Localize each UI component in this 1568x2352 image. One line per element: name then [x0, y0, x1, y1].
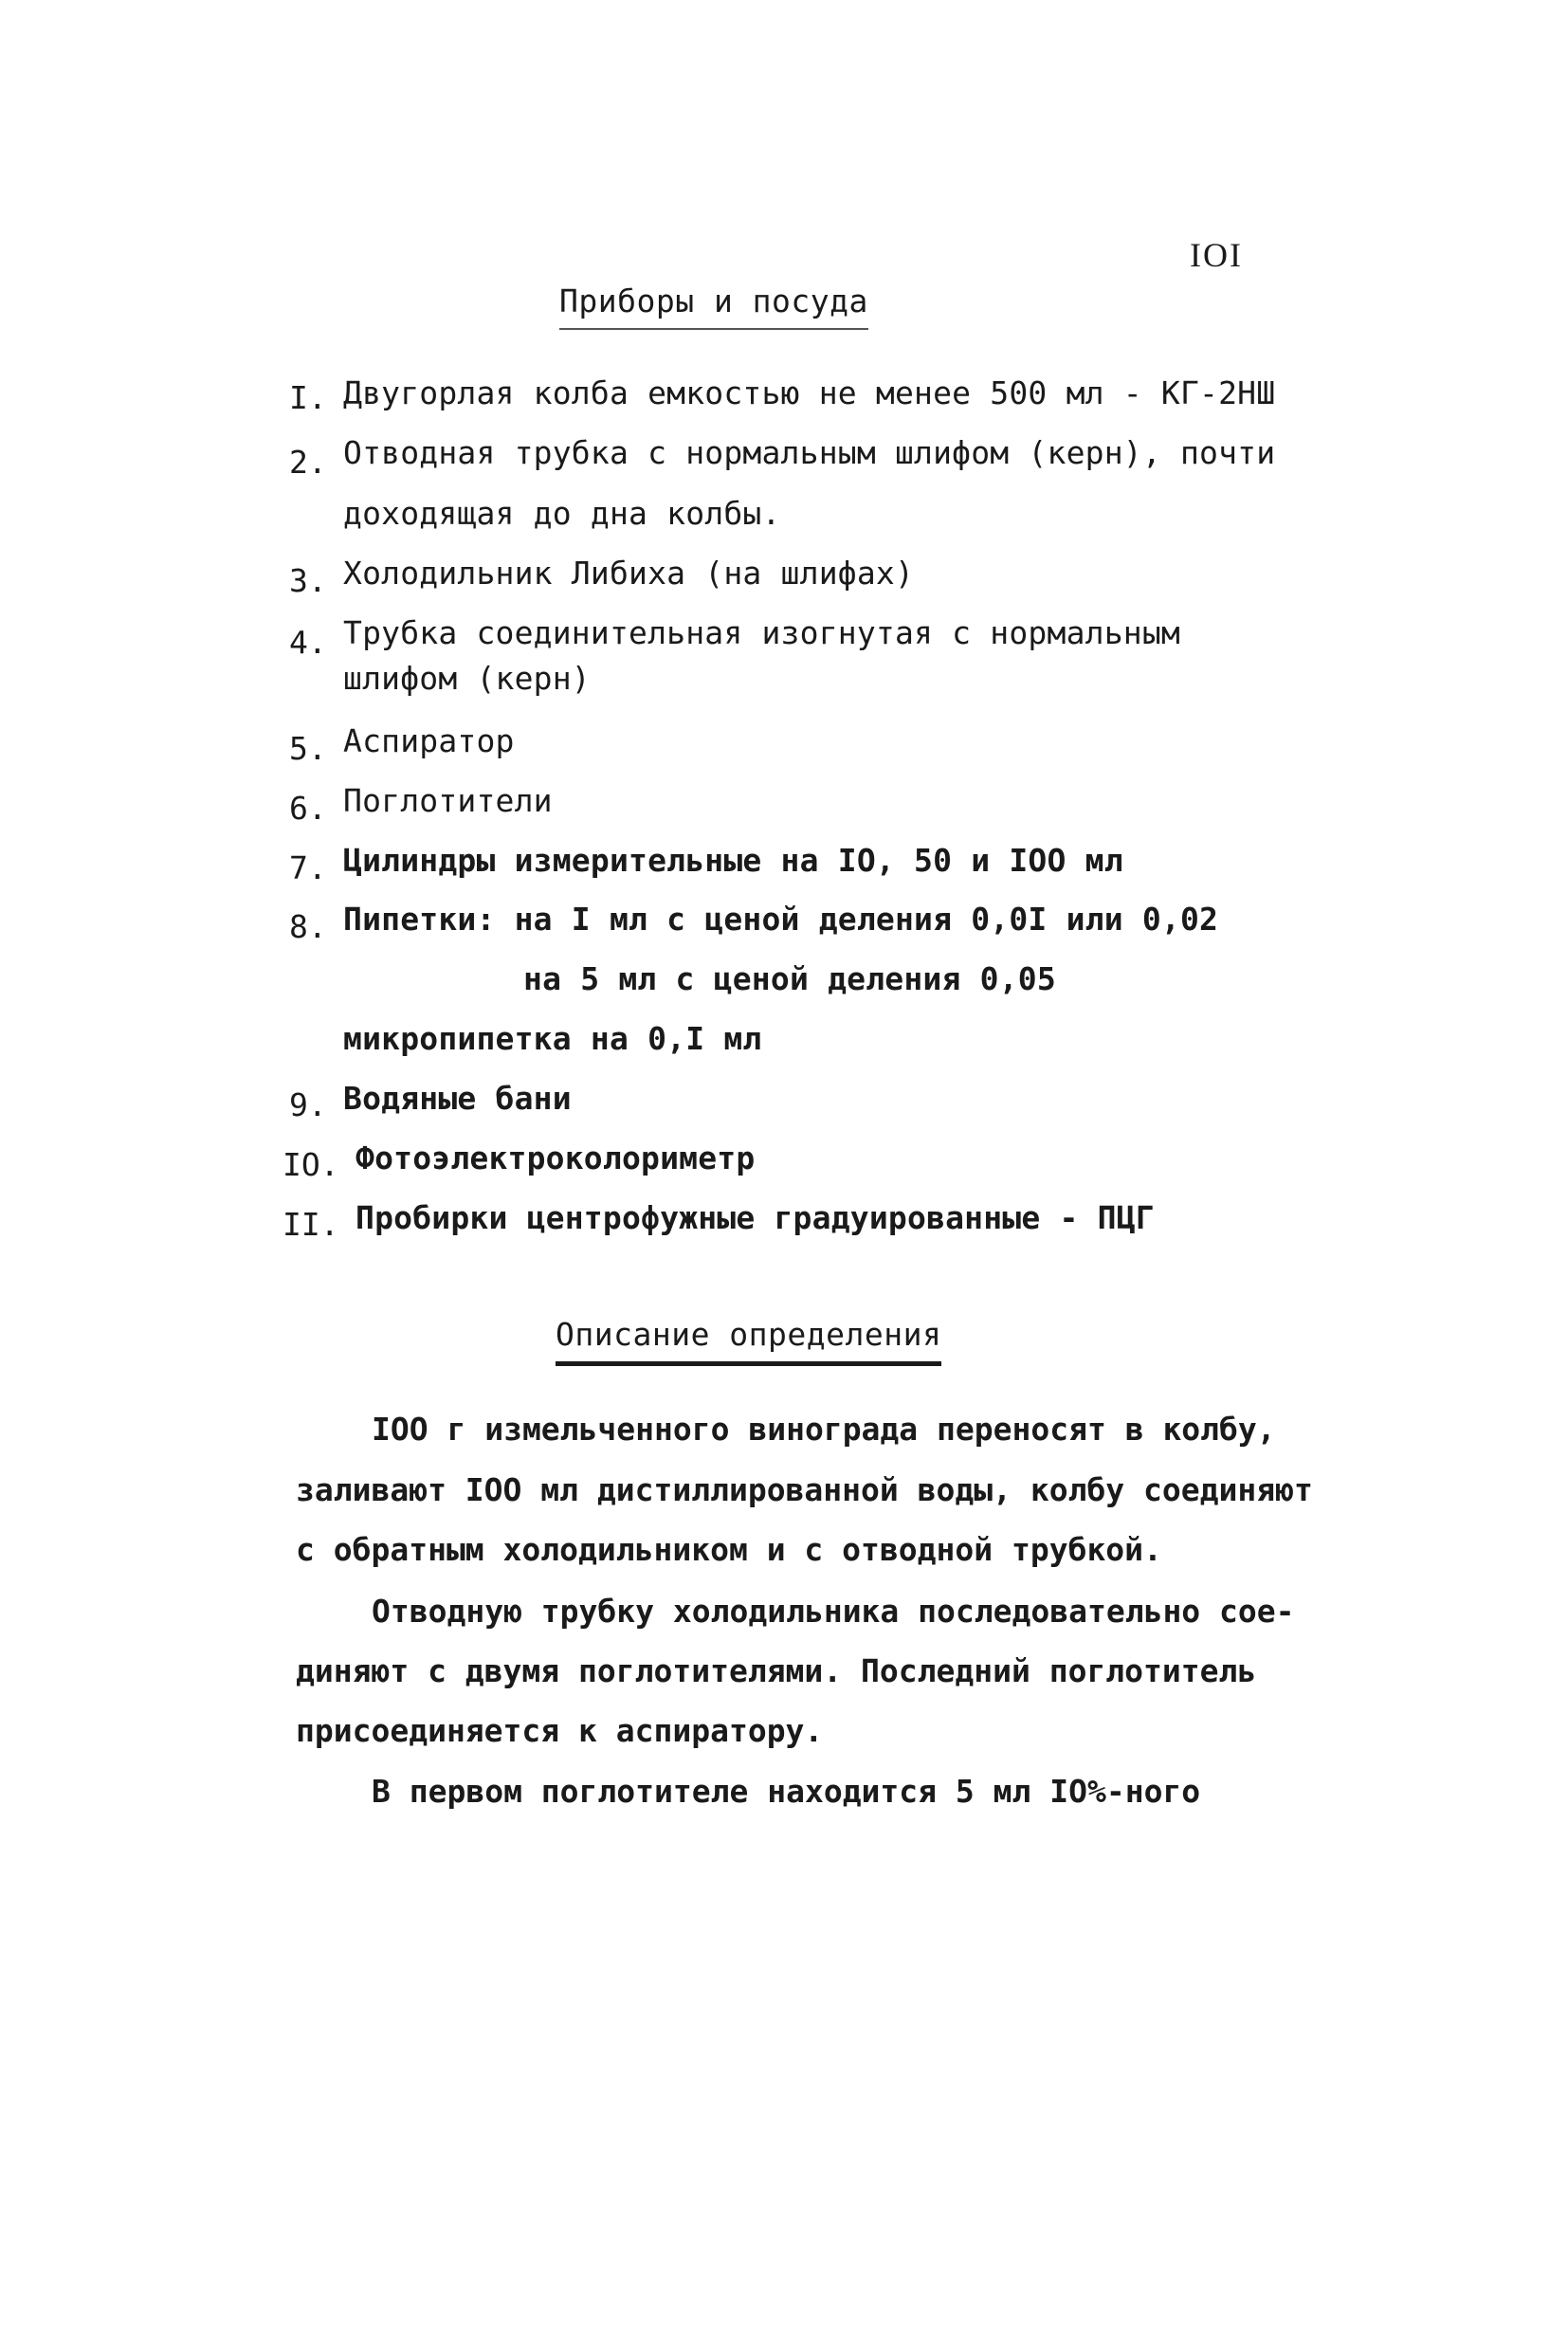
list-item-text: Фотоэлектроколориметр	[356, 1140, 756, 1176]
list-item-text: Цилиндры измерительные на IO, 50 и IOO мл	[343, 842, 1123, 879]
paragraph-line: с обратным холодильником и с отводной трубкой.	[296, 1531, 1162, 1568]
list-item-number: II.	[283, 1206, 339, 1243]
page-number: IOI	[1190, 236, 1243, 274]
list-item-text: шлифом (керн)	[343, 660, 591, 697]
list-item-text: Отводная трубка с нормальным шлифом (керн), почти	[343, 434, 1276, 471]
list-item-number: 7.	[289, 849, 327, 886]
section-heading-equipment	[559, 283, 868, 319]
list-item-number: 4.	[289, 624, 327, 661]
heading-underline	[559, 328, 868, 330]
list-item-number: 6.	[289, 790, 327, 827]
paragraph-line: заливают IOO мл дистиллированной воды, колбу соединяют	[296, 1471, 1313, 1508]
section-heading-description-text: Описание определения	[556, 1316, 942, 1353]
list-item-number: IO.	[283, 1146, 339, 1183]
list-item-text: Двугорлая колба емкостью не менее 500 мл - КГ-2НШ	[343, 374, 1276, 411]
list-item-text: Трубка соединительная изогнутая с нормальным	[343, 614, 1180, 651]
paragraph-line: В первом поглотителе находится 5 мл IO%-ного	[372, 1773, 1201, 1810]
list-item-text: Пробирки центрофужные градуированные - ПЦГ	[356, 1199, 1155, 1236]
heading-underline	[556, 1361, 941, 1366]
paragraph-line: диняют с двумя поглотителями. Последний поглотитель	[296, 1652, 1257, 1689]
list-item-number: 2.	[289, 444, 327, 481]
section-heading-equipment-text: Приборы и посуда	[559, 283, 868, 319]
list-item-text: на 5 мл с ценой деления 0,05	[523, 960, 1056, 997]
list-item-number: 8.	[289, 908, 327, 945]
list-item-text: Пипетки: на I мл с ценой деления 0,0I или 0,02	[343, 901, 1219, 938]
paragraph-line: IOO г измельченного винограда переносят в колбу,	[372, 1411, 1276, 1448]
list-item-text: микропипетка на 0,I мл	[343, 1020, 762, 1057]
list-item-number: 3.	[289, 562, 327, 599]
paragraph-line: Отводную трубку холодильника последовательно сое-	[372, 1593, 1295, 1630]
list-item-number: 9.	[289, 1086, 327, 1123]
list-item-text: доходящая до дна колбы.	[343, 495, 781, 532]
list-item-number: 5.	[289, 730, 327, 767]
paragraph-line: присоединяется к аспиратору.	[296, 1712, 824, 1749]
list-item-text: Холодильник Либиха (на шлифах)	[343, 555, 915, 592]
list-item-text: Водяные бани	[343, 1080, 572, 1117]
list-item-number: I.	[289, 379, 327, 416]
list-item-text: Аспиратор	[343, 722, 515, 759]
list-item-text: Поглотители	[343, 782, 553, 819]
section-heading-description	[556, 1316, 941, 1353]
